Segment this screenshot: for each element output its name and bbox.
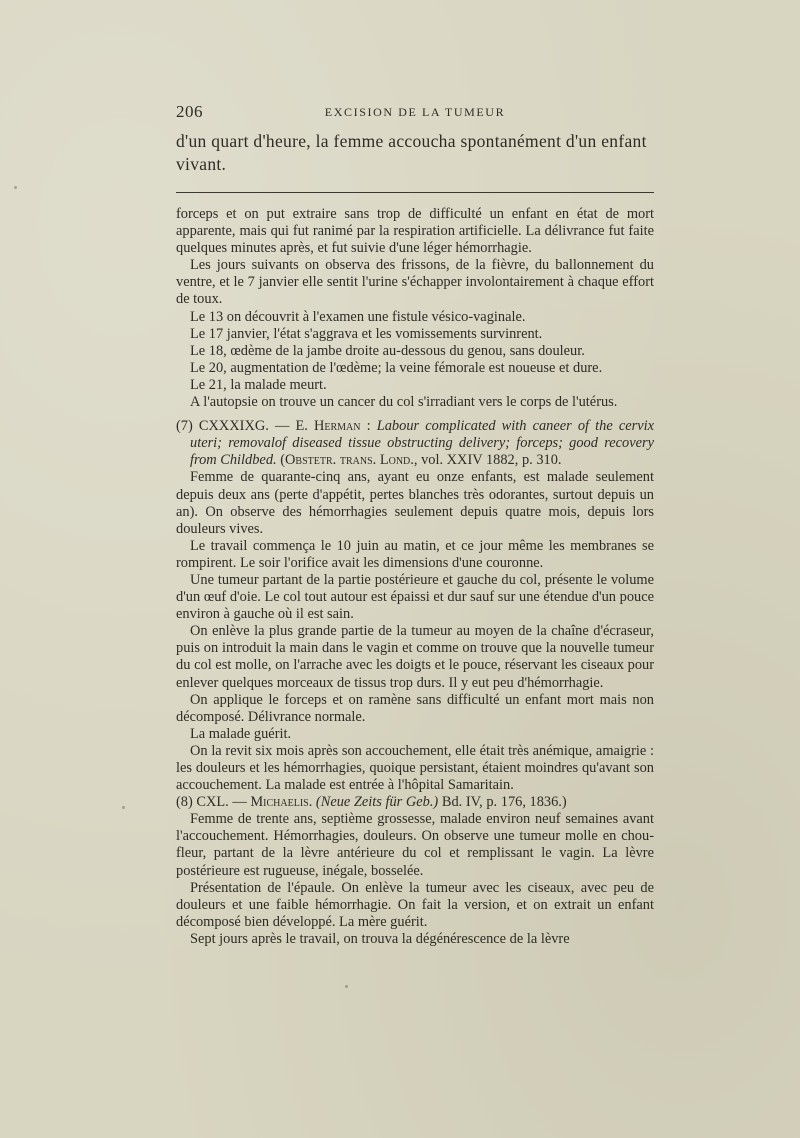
case-number: (7) CXXXIXG. — E. — [176, 418, 308, 435]
case-author: Herman — [313, 418, 361, 435]
case-source: (Obstetr. trans. Lond. — [280, 452, 414, 469]
paragraph: On applique le forceps et on ramène sans difficulté un enfant mort mais non décomposé. Délivrance normale. — [176, 691, 654, 725]
paragraph: Sept jours après le travail, on trouva la dégénérescence de la lèvre — [190, 930, 570, 947]
divider-rule — [176, 192, 654, 193]
paragraph: A l'autopsie on trouve un cancer du col s'irradiant vers le corps de l'utérus. — [190, 394, 618, 411]
paragraph: Les jours suivants on observa des frissons, de la fièvre, du ballonnement du ventre, et le 7 janvier elle sentit l'urine s'échapper involontairement à chaque effort de toux. — [176, 257, 654, 308]
paragraph: On enlève la plus grande partie de la tumeur au moyen de la chaîne d'écraseur, puis on introduit la main dans le vagin et comme on trouve que la nouvelle tumeur du col est molle, on l'arrache avec les doigts et le pouce, réservant les ciseaux pour enlever quelques morceaux de tissus trop durs. Il y eut peu d'hémorrhagie. — [176, 623, 654, 691]
paper-speck — [122, 806, 125, 809]
case-reference-8 — [176, 794, 654, 811]
paragraph: Le travail commença le 10 juin au matin, et ce jour même les membranes se rompirent. Le soir l'orifice avait les dimensions d'une couronne. — [176, 537, 654, 571]
paragraph: Le 13 on découvrit à l'examen une fistule vésico-vaginale. — [190, 308, 526, 325]
paragraph: On la revit six mois après son accouchement, elle était très anémique, amaigrie : les douleurs et les hémorrhagies, quoique persistant, étaient moindres qu'avant son accouchement. La malade est entrée à l'hôpital Samaritain. — [176, 742, 654, 794]
page-header — [176, 102, 654, 124]
paragraph: La malade guérit. — [190, 725, 292, 742]
paragraph: Présentation de l'épaule. On enlève la tumeur avec les ciseaux, avec peu de douleurs et une faible hémorrhagie. On fait la version, et on extrait un enfant décomposé bien développé. La mère guérit. — [176, 879, 654, 930]
paragraph: Femme de quarante-cinq ans, ayant eu onze enfants, est malade seulement depuis deux ans (perte d'appétit, pertes blanches très odorantes, surtout depuis un an). On observe des hémorrhagies seulement depuis quatre mois, depuis lors douleurs vives. — [176, 469, 654, 537]
main-text — [176, 206, 654, 948]
continued-line-1: d'un quart d'heure, la femme accoucha spontanément d'un enfant — [176, 131, 647, 151]
paragraph: Une tumeur partant de la partie postérieure et gauche du col, présente le volume d'un œuf d'oie. Le col tout autour est épaissi et dur sauf sur une étendue d'un pouce environ à gauche où il est sain. — [176, 571, 654, 623]
page-number: 206 — [176, 102, 203, 121]
case-source-detail: Bd. IV, p. 176, 1836.) — [441, 794, 567, 811]
case-source-detail: , vol. XXIV 1882, p. 310. — [413, 452, 562, 469]
case-author: Michaelis. — [250, 794, 313, 811]
continued-line-2: vivant. — [176, 154, 227, 174]
paragraph: Le 20, augmentation de l'œdème; la veine fémorale est noueuse et dure. — [190, 359, 603, 376]
case-title: Labour complicated with caneer of the cervix uteri; removalof diseased tissue obstructing delivery; forceps; good recovery from Childbed. — [190, 418, 654, 469]
paper-speck — [14, 186, 17, 189]
continued-paragraph — [176, 130, 654, 176]
case-reference-7: (7) CXXXIXG. — E. Herman : Labour complicated with caneer of the cervix uteri; removalof diseased tissue obstructing delivery; forceps; good recovery from Childbed. (Obstetr. trans. Lond., vol. XXIV 1882, p. 310. — [176, 418, 654, 469]
case-number: (8) CXL. — — [176, 794, 247, 811]
paragraph: forceps et on put extraire sans trop de difficulté un enfant en état de mort apparente, mais qui fut ranimé par la respiration artificielle. La délivrance fut faite quelques minutes après, et fut suivie d'une léger hémorrhagie. — [176, 206, 654, 257]
paragraph: Le 21, la malade meurt. — [190, 376, 327, 393]
paragraph: Le 18, œdème de la jambe droite au-dessous du genou, sans douleur. — [190, 342, 585, 359]
case-title: (Neue Zeits für Geb.) — [315, 794, 439, 811]
paragraph: Femme de trente ans, septième grossesse, malade environ neuf semaines avant l'accouchement. Hémorrhagies, douleurs. On observe une tumeur molle en chou-fleur, partant de la lèvre antérieure du col et remplissant le vagin. La lèvre postérieure est rugueuse, inégale, bosselée. — [176, 811, 654, 879]
paper-speck — [345, 985, 348, 988]
running-head: EXCISION DE LA TUMEUR — [324, 105, 506, 119]
paragraph: Le 17 janvier, l'état s'aggrava et les vomissements survinrent. — [190, 325, 543, 342]
